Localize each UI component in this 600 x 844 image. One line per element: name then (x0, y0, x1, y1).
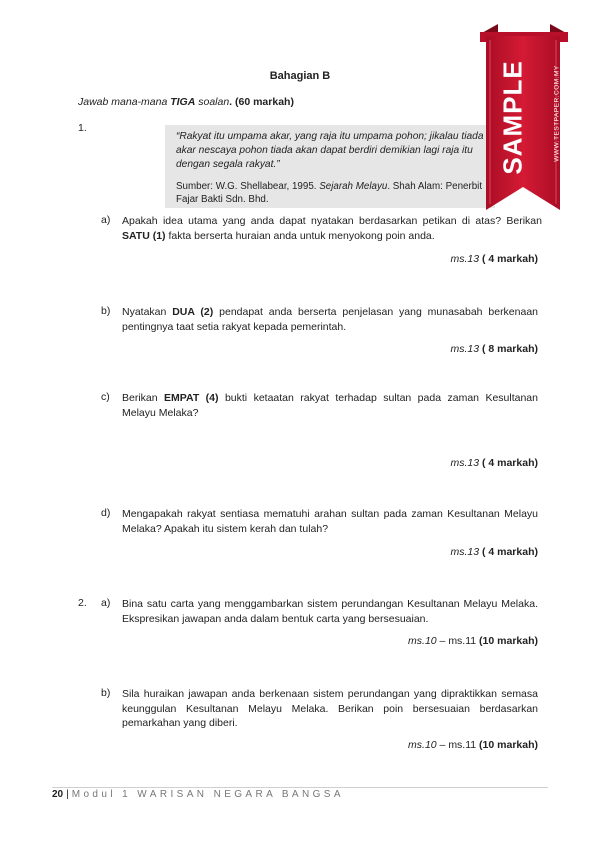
sample-ribbon (478, 22, 574, 222)
section-title: Bahagian B (269, 70, 331, 82)
q1d-text: Mengapakah rakyat sentiasa mematuhi arahan sultan pada zaman Kesultanan Melayu Melaka? Apakah itu sistem kerah dan tulah? (122, 508, 538, 535)
instruction-emph: TIGA (170, 96, 196, 108)
question-2-number: 2. (78, 597, 87, 609)
q1c-text: Berikan EMPAT (4) bukti ketaatan rakyat terhadap sultan pada zaman Kesultanan Melayu Melaka? (122, 392, 538, 419)
footer: 20 | Modul 1 WARISAN NEGARA BANGSA (52, 789, 344, 800)
q1c-letter: c) (101, 391, 110, 403)
instruction: Jawab mana-mana TIGA soalan. (60 markah) (78, 96, 294, 108)
q2b-letter: b) (101, 687, 111, 699)
q2b-text: Sila huraikan jawapan anda berkenaan sistem perundangan yang dipraktikkan semasa keunggulan Kesultanan Melayu Melaka. Berikan poin bersesuaian berdasarkan pemarkahan yang diberi. (122, 688, 538, 729)
footer-divider (52, 787, 548, 788)
q1a-letter: a) (101, 214, 111, 226)
ribbon-url: WWW.TESTPAPER.COM.MY (553, 65, 561, 162)
q1d-letter: d) (101, 507, 111, 519)
q1b-marks: ms.13 ( 8 markah) (450, 343, 538, 355)
q2a-text: Bina satu carta yang menggambarkan sistem perundangan Kesultanan Melayu Melaka. Ekspresikan jawapan anda dalam bentuk carta yang bersesuaian. (122, 598, 538, 625)
q1b-letter: b) (101, 305, 111, 317)
q1a-marks: ms.13 ( 4 markah) (450, 253, 538, 265)
q2a-marks: ms.10 – ms.11 (10 markah) (408, 635, 538, 647)
q1c-marks: ms.13 ( 4 markah) (450, 457, 538, 469)
q1a-text: Apakah idea utama yang anda dapat nyatakan berdasarkan petikan di atas? Berikan SATU (1) fakta berserta huraian anda untuk menyokong poin anda. (122, 215, 542, 242)
module-title: Modul 1 WARISAN NEGARA BANGSA (71, 789, 344, 800)
ribbon-label: SAMPLE (497, 60, 528, 175)
q1b-text: Nyatakan DUA (2) pendapat anda berserta penjelasan yang munasabah berkenaan pentingnya taat setia rakyat kepada pemerintah. (122, 306, 539, 333)
quote-text: “Rakyat itu umpama akar, yang raja itu umpama pohon; jikalau tiada akar nescaya pohon tiada akan dapat berdiri demikian lagi raja itu dengan segala rakyat.” (176, 131, 484, 170)
question-1-number: 1. (78, 122, 87, 134)
q2b-marks: ms.10 – ms.11 (10 markah) (408, 739, 538, 751)
q2a-letter: a) (101, 597, 111, 609)
page-number: 20 (52, 789, 64, 800)
quote-source: Sumber: W.G. Shellabear, 1995. Sejarah Melayu. Shah Alam: Penerbit Fajar Bakti Sdn. Bhd. (176, 181, 483, 205)
q1d-marks: ms.13 ( 4 markah) (450, 546, 538, 558)
